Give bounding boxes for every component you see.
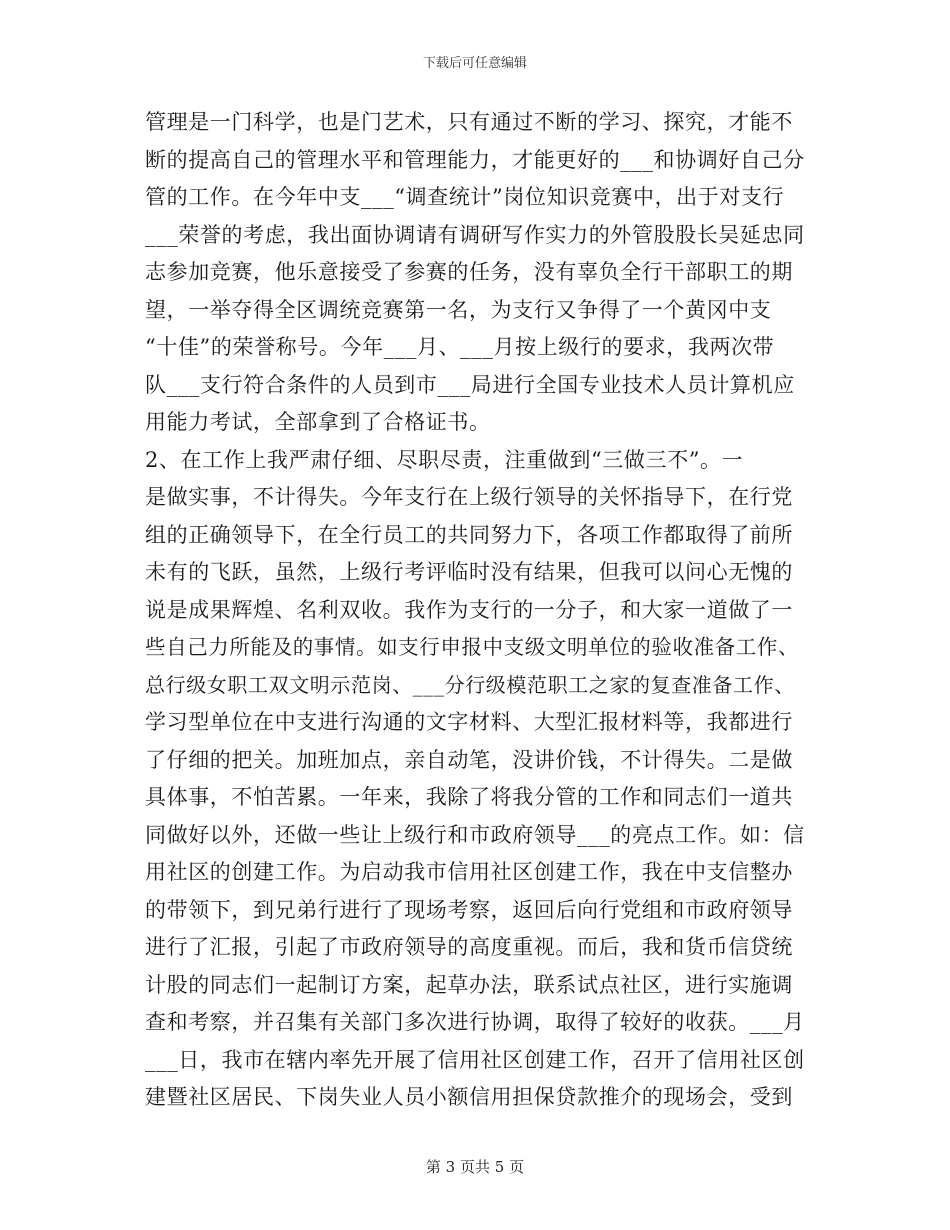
text-line: ___日，我市在辖内率先开展了信用社区创建工作，召开了信用社区创	[145, 1047, 805, 1072]
text-line: 进行了汇报，引起了市政府领导的高度重视。而后，我和货币信贷统	[145, 935, 793, 959]
text-line: 是做实事，不计得失。今年支行在上级行领导的关怀指导下，在行党	[145, 485, 793, 509]
text-line: 未有的飞跃，虽然，上级行考评临时没有结果，但我可以问心无愧的	[145, 560, 793, 584]
text-line: 用社区的创建工作。为启动我市信用社区创建工作，我在中支信整办	[145, 860, 793, 884]
text-line: 些自己力所能及的事情。如支行申报中支级文明单位的验收准备工作、	[145, 635, 800, 659]
text-line: 同做好以外，还做一些让上级行和市政府领导___的亮点工作。如：信	[145, 822, 805, 847]
page-footer: 第 3 页共 5 页	[425, 1158, 525, 1176]
text-line: 计股的同志们一起制订方案，起草办法，联系试点社区，进行实施调	[145, 972, 793, 997]
text-line: 组的正确领导下，在全行员工的共同努力下，各项工作都取得了前所	[145, 522, 793, 547]
page-header: 下载后可任意编辑	[422, 56, 527, 71]
text-line: 总行级女职工双文明示范岗、___分行级模范职工之家的复查准备工作、	[145, 672, 795, 697]
text-line: 管理是一门科学，也是门艺术，只有通过不断的学习、探究，才能不	[145, 110, 793, 134]
text-line: 队___支行符合条件的人员到市___局进行全国专业技术人员计算机应	[145, 372, 795, 397]
text-line: 了仔细的把关。加班加点，亲自动笔，没讲价钱，不计得失。二是做	[145, 747, 793, 772]
text-line: 学习型单位在中支进行沟通的文字材料、大型汇报材料等，我都进行	[145, 710, 793, 734]
text-line: 管的工作。在今年中支___“调查统计”岗位知识竞赛中，出于对支行	[145, 185, 785, 209]
text-line: 说是成果辉煌、名利双收。我作为支行的一分子，和大家一道做了一	[145, 597, 793, 622]
text-line: 具体事，不怕苦累。一年来，我除了将我分管的工作和同志们一道共	[145, 785, 793, 809]
text-line: 建暨社区居民、下岗失业人员小额信用担保贷款推介的现场会，受到	[145, 1085, 793, 1109]
text-line: ___荣誉的考虑，我出面协调请有调研写作实力的外管股股长吴延忠同	[145, 222, 805, 247]
text-line: 望，一举夺得全区调统竞赛第一名，为支行又争得了一个黄冈中支	[145, 297, 772, 322]
text-line: 2、在工作上我严肃仔细、尽职尽责，注重做到“三做三不”。一	[145, 447, 744, 472]
text-line: 断的提高自己的管理水平和管理能力，才能更好的___和协调好自己分	[145, 147, 805, 172]
text-line: 志参加竞赛，他乐意接受了参赛的任务，没有辜负全行干部职工的期	[145, 260, 793, 284]
text-line: 的带领下，到兄弟行进行了现场考察，返回后向行党组和市政府领导	[145, 897, 793, 922]
text-line: 查和考察，并召集有关部门多次进行协调，取得了较好的收获。___月	[145, 1010, 805, 1034]
text-line: “十佳”的荣誉称号。今年___月、___月按上级行的要求，我两次带	[145, 335, 775, 359]
text-line: 用能力考试，全部拿到了合格证书。	[145, 410, 491, 434]
